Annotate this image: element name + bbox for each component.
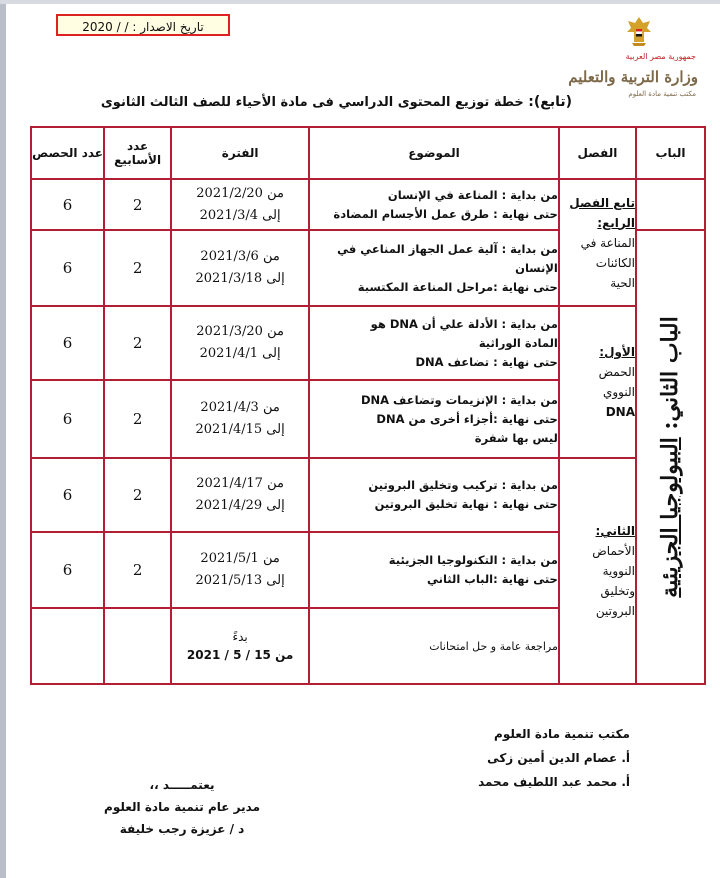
logo-ministry-text: وزارة التربية والتعليم — [568, 68, 698, 86]
topic-line: من بداية : التكنولوجيا الجزيئية — [388, 553, 558, 567]
weeks-cell: 2 — [104, 230, 171, 306]
weeks-cell: 2 — [104, 532, 171, 608]
approver-name: د / عزيزة رجب خليفة — [119, 822, 245, 836]
chapter-line: المناعة في — [580, 235, 635, 250]
period-cell — [171, 380, 309, 458]
empty-cell — [104, 608, 171, 684]
topic-line: حتى نهاية :الباب الثاني — [427, 572, 558, 586]
weeks-cell: 2 — [104, 306, 171, 380]
table-row — [31, 179, 705, 230]
header-bab: الباب — [636, 127, 705, 179]
topic-line: حتى نهاية :أجزاء أخرى من DNA — [376, 411, 558, 426]
chapter-line: الكائنات — [595, 255, 635, 270]
period-from: من 2021/4/3 — [200, 400, 280, 415]
bab-cell — [636, 230, 705, 684]
page-title — [101, 94, 572, 110]
review-topic-cell: مراجعة عامة و حل امتحانات — [309, 608, 559, 684]
title-prefix: (تابع): — [528, 94, 572, 110]
period-start-word: بدءً — [232, 630, 248, 644]
chapter-line: وتخليق — [600, 584, 635, 598]
logo-country-text: جمهورية مصر العربية — [625, 52, 696, 61]
office-member: أ. محمد عبد اللطيف محمد — [478, 775, 630, 789]
chapter-tag: تابع الفصل الرابع: — [569, 195, 635, 230]
topic-cell — [309, 306, 559, 380]
period-from: من 2021/4/17 — [196, 476, 284, 491]
empty-cell — [31, 608, 104, 684]
approver-title: مدير عام تنمية مادة العلوم — [104, 800, 260, 814]
header-weeks: عدد الأسابيع — [104, 127, 171, 179]
lessons-cell: 6 — [31, 230, 104, 306]
period-to: إلى 2021/3/18 — [195, 271, 285, 286]
period-from: من 2021/2/20 — [196, 185, 284, 201]
issue-date-box: تاريخ الاصدار : / / 2020 — [56, 14, 230, 36]
weeks-cell: 2 — [104, 458, 171, 532]
chapter-tag: الأول: — [599, 345, 635, 359]
chapter-tag: الثاني: — [595, 524, 635, 538]
topic-line: من بداية : تركيب وتخليق البروتين — [368, 478, 558, 492]
topic-cell — [309, 179, 559, 230]
header-lessons: عدد الحصص — [31, 127, 104, 179]
chapter-line: DNA — [605, 405, 635, 419]
period-to: إلى 2021/4/15 — [195, 422, 285, 437]
chapter-line: النووية — [602, 564, 635, 578]
topic-cell — [309, 380, 559, 458]
period-to: إلى 2021/4/1 — [199, 346, 281, 361]
approval-block — [104, 774, 260, 840]
eagle-emblem-icon — [622, 14, 656, 48]
topic-line: من بداية : آلية عمل الجهاز المناعي في — [337, 241, 558, 256]
header-topic: الموضوع — [309, 127, 559, 179]
topic-line: حتى نهاية : تضاعف DNA — [415, 354, 558, 369]
page-top-edge — [0, 0, 720, 4]
topic-line: حتى نهاية :مراحل المناعة المكتسبة — [357, 279, 558, 294]
topic-line: المادة الوراثية — [478, 335, 558, 350]
topic-line: حتى نهاية : نهاية تخليق البروتين — [374, 497, 558, 511]
approval-word: يعتمـــــد ،، — [149, 778, 215, 792]
header-period: الفترة — [171, 127, 309, 179]
chapter-cell-2 — [559, 458, 636, 684]
weeks-cell: 2 — [104, 380, 171, 458]
chapter-line: الحية — [610, 275, 635, 290]
topic-cell — [309, 532, 559, 608]
bab-empty-cell — [636, 179, 705, 230]
table-row — [31, 306, 705, 380]
lessons-cell: 6 — [31, 380, 104, 458]
logo-office-text: مكتب تنمية مادة العلوم — [628, 90, 696, 98]
topic-line: من بداية : الأدلة علي أن DNA هو — [370, 316, 558, 331]
topic-cell — [309, 230, 559, 306]
office-name: مكتب تنمية مادة العلوم — [494, 727, 630, 741]
period-cell — [171, 230, 309, 306]
distribution-table — [30, 126, 706, 685]
table-header-row — [31, 127, 705, 179]
review-period-cell — [171, 608, 309, 684]
chapter-line: الحمض — [598, 365, 635, 379]
topic-line: ليس بها شفرة — [474, 430, 558, 445]
topic-line: الإنسان — [515, 260, 558, 275]
topic-line: من بداية : المناعة في الإنسان — [387, 187, 558, 202]
period-cell — [171, 458, 309, 532]
chapter-line: البروتين — [595, 604, 635, 618]
science-office-block — [478, 722, 630, 794]
period-cell — [171, 179, 309, 230]
period-to: إلى 2021/4/29 — [195, 498, 285, 513]
period-from: من 15 / 5 / 2021 — [186, 648, 294, 662]
period-to: إلى 2021/3/4 — [199, 207, 281, 223]
lessons-cell: 6 — [31, 458, 104, 532]
lessons-cell: 6 — [31, 306, 104, 380]
chapter-cell-1 — [559, 306, 636, 458]
table-row — [31, 458, 705, 532]
topic-line: حتى نهاية : طرق عمل الأجسام المضادة — [333, 206, 558, 221]
header-fasl: الفصل — [559, 127, 636, 179]
topic-cell — [309, 458, 559, 532]
chapter-cell-4 — [559, 179, 636, 306]
title-text: خطة توزيع المحتوى الدراسي فى مادة الأحياء للصف الثالث الثانوى — [100, 95, 524, 110]
bab-label: الباب الثاني: البيولوجيا الجزيئية — [657, 316, 684, 598]
office-member: أ. عصام الدين أمين زكى — [487, 751, 630, 765]
chapter-line: النووي — [602, 385, 635, 399]
topic-line: من بداية : الإنزيمات وتضاعف DNA — [360, 392, 558, 407]
weeks-cell: 2 — [104, 179, 171, 230]
period-cell — [171, 306, 309, 380]
lessons-cell: 6 — [31, 179, 104, 230]
period-to: إلى 2021/5/13 — [195, 573, 285, 588]
lessons-cell: 6 — [31, 532, 104, 608]
period-from: من 2021/5/1 — [200, 551, 280, 566]
period-from: من 2021/3/20 — [196, 324, 284, 339]
ministry-logo — [568, 12, 706, 104]
page-edge — [0, 0, 6, 878]
period-from: من 2021/3/6 — [200, 249, 280, 264]
chapter-line: الأحماض — [592, 544, 635, 558]
period-cell — [171, 532, 309, 608]
